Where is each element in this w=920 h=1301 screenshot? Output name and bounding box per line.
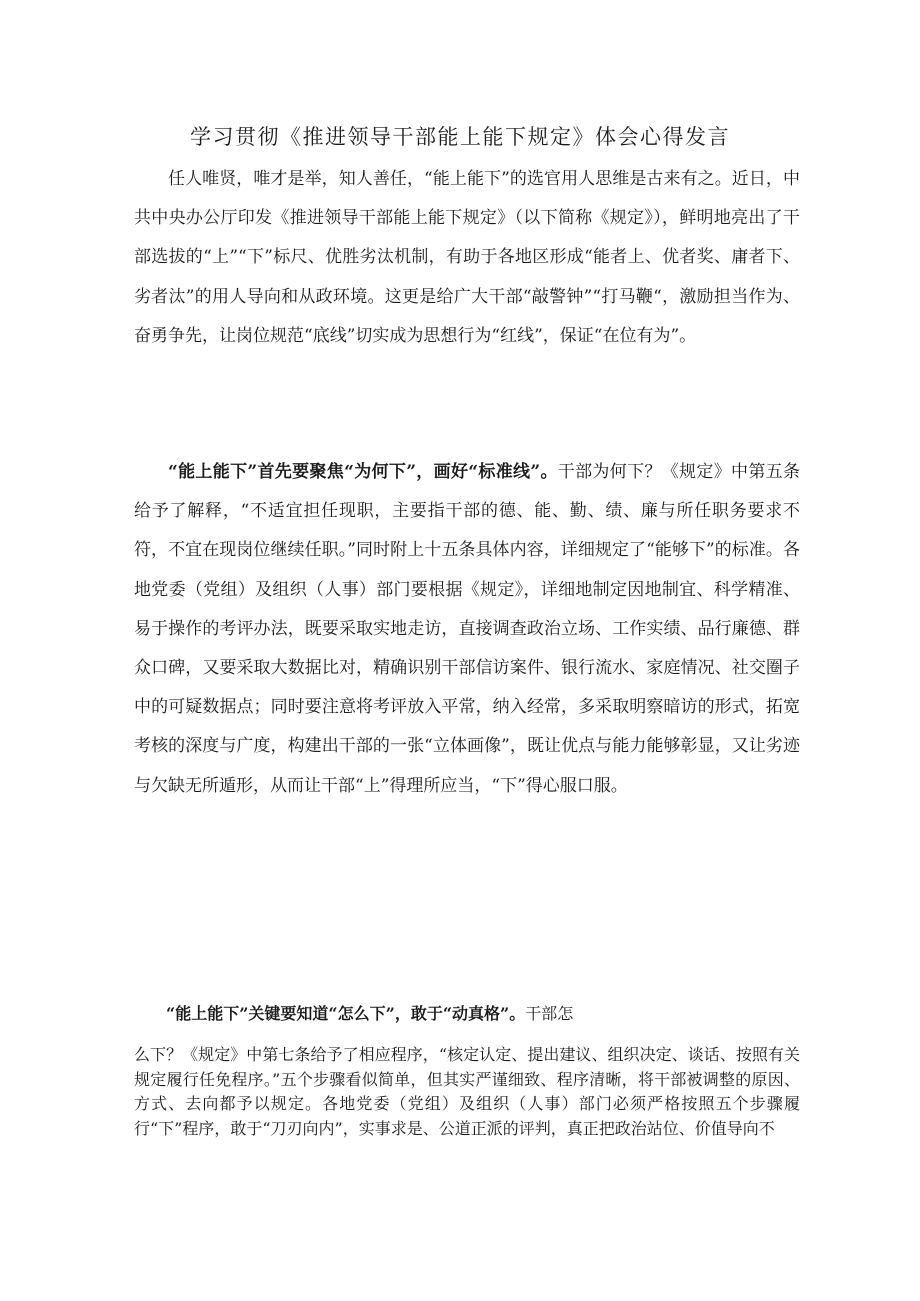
paragraph-why-down-lead: “能上能下”首先要聚焦“为何下”，画好“标准线”。 — [168, 462, 558, 482]
paragraph-how-down-head-text: 干部怎 — [525, 1004, 574, 1023]
paragraph-why-down — [134, 453, 800, 806]
paragraph-why-down-text: 干部为何下？《规定》中第五条给予了解释，“不适宜担任现职，主要指干部的德、能、勤、绩、廉与所任职务要求不符，不宜在现岗位继续任职。”同时附上十五条具体内容，详细规定了“能够下”的标准。各地党委（党组）及组织（人事）部门要根据《规定》，详细地制定因地制宜、科学精准、易于操作的考评办法，既要采取实地走访，直接调查政治立场、工作实绩、品行廉德、群众口碑，又要采取大数据比对，精确识别干部信访案件、银行流水、家庭情况、社交圈子中的可疑数据点；同时要注意将考评放入平常，纳入经常，多采取明察暗访的形式，拓宽考核的深度与广度，构建出干部的一张“立体画像”，既让优点与能力能够彰显，又让劣迹与欠缺无所遁形，从而让干部“上”得理所应当，“下”得心服口服。 — [134, 462, 800, 796]
paragraph-how-down — [134, 995, 800, 1141]
paragraph-intro-text: 任人唯贤，唯才是举，知人善任，“能上能下”的选官用人思维是古来有之。近日，中共中央办公厅印发《推进领导干部能上能下规定》（以下简称《规定》），鲜明地亮出了干部选拔的“上”“下”标尺、优胜劣汰机制，有助于各地区形成“能者上、优者奖、庸者下、劣者汰”的用人导向和从政环境。这更是给广大干部“敲警钟”“打马鞭“，激励担当作为、奋勇争先，让岗位规范“底线”切实成为思想行为“红线”，保证“在位有为”。 — [134, 169, 800, 346]
paragraph-intro — [134, 160, 800, 356]
paragraph-how-down-text: 么下？《规定》中第七条给予了相应程序，“核定认定、提出建议、组织决定、谈话、按照有关规定履行任免程序。”五个步骤看似简单，但其实严谨细致、程序清晰，将干部被调整的原因、方式、去向都予以规定。各地党委（党组）及组织（人事）部门必须严格按照五个步骤履行“下”程序，敢于“刀刃向内”，实事求是、公道正派的评判，真正把政治站位、价值导向不 — [134, 1045, 800, 1138]
paragraph-how-down-lead: “能上能下”关键要知道“怎么下”，敢于“动真格”。 — [166, 1004, 526, 1023]
document-title: 学习贯彻《推进领导干部能上能下规定》体会心得发言 — [190, 125, 730, 149]
paragraph-how-down-head — [134, 995, 800, 1033]
